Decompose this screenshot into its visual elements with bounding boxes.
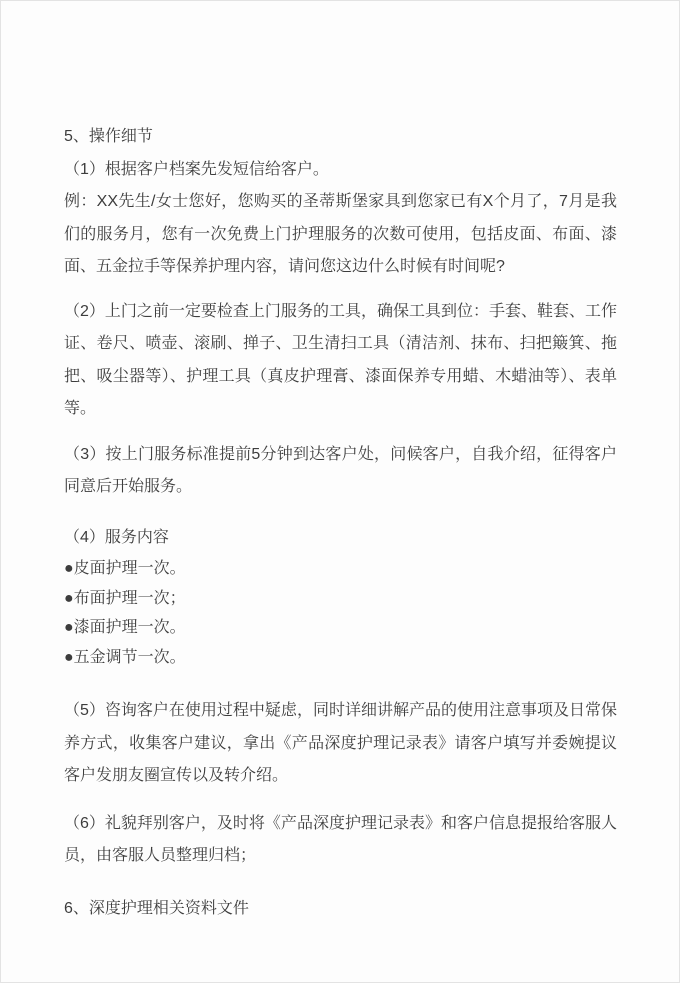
document-content [1,1,679,925]
step-2-text: （2）上门之前一定要检查上门服务的工具，确保工具到位：手套、鞋套、工作证、卷尺、喷壶、滚刷、掸子、卫生清扫工具（清洁剂、抹布、扫把簸箕、拖把、吸尘器等）、护理工具（真皮护理膏、漆面保养专用蜡、木蜡油等）、表单等。 [64,302,617,417]
service-item-fabric: ●布面护理一次； [64,589,186,607]
step-1-text: （1）根据客户档案先发短信给客户。 [64,160,329,178]
step-3-text: （3）按上门服务标准提前5分钟到达客户处，问候客户，自我介绍，征得客户同意后开始服务。 [64,445,617,495]
step-4-heading: （4）服务内容 [64,528,169,546]
service-item-leather: ●皮面护理一次。 [64,560,186,577]
section-5-heading: 5、操作细节 [64,128,153,145]
service-item-paint: ●漆面护理一次。 [64,619,186,636]
step-6-text: （6）礼貌拜别客户，及时将《产品深度护理记录表》和客户信息提报给客服人员，由客服人员整理归档； [64,814,617,864]
section-6-heading: 6、深度护理相关资料文件 [64,899,249,917]
service-item-hardware: ●五金调节一次。 [64,648,186,666]
service-content-list [64,554,617,672]
step-5-text: （5）咨询客户在使用过程中疑虑，同时详细讲解产品的使用注意事项及日常保养方式，收集客户建议，拿出《产品深度护理记录表》请客户填写并委婉提议客户发朋友圈宣传以及转介绍。 [64,702,617,784]
step-1-example-text: 例：XX先生/女士您好，您购买的圣蒂斯堡家具到您家已有X个月了，7月是我们的服务月，您有一次免费上门护理服务的次数可使用，包括皮面、布面、漆面、五金拉手等保养护理内容，请问您这边什么时候有时间呢? [64,193,617,275]
